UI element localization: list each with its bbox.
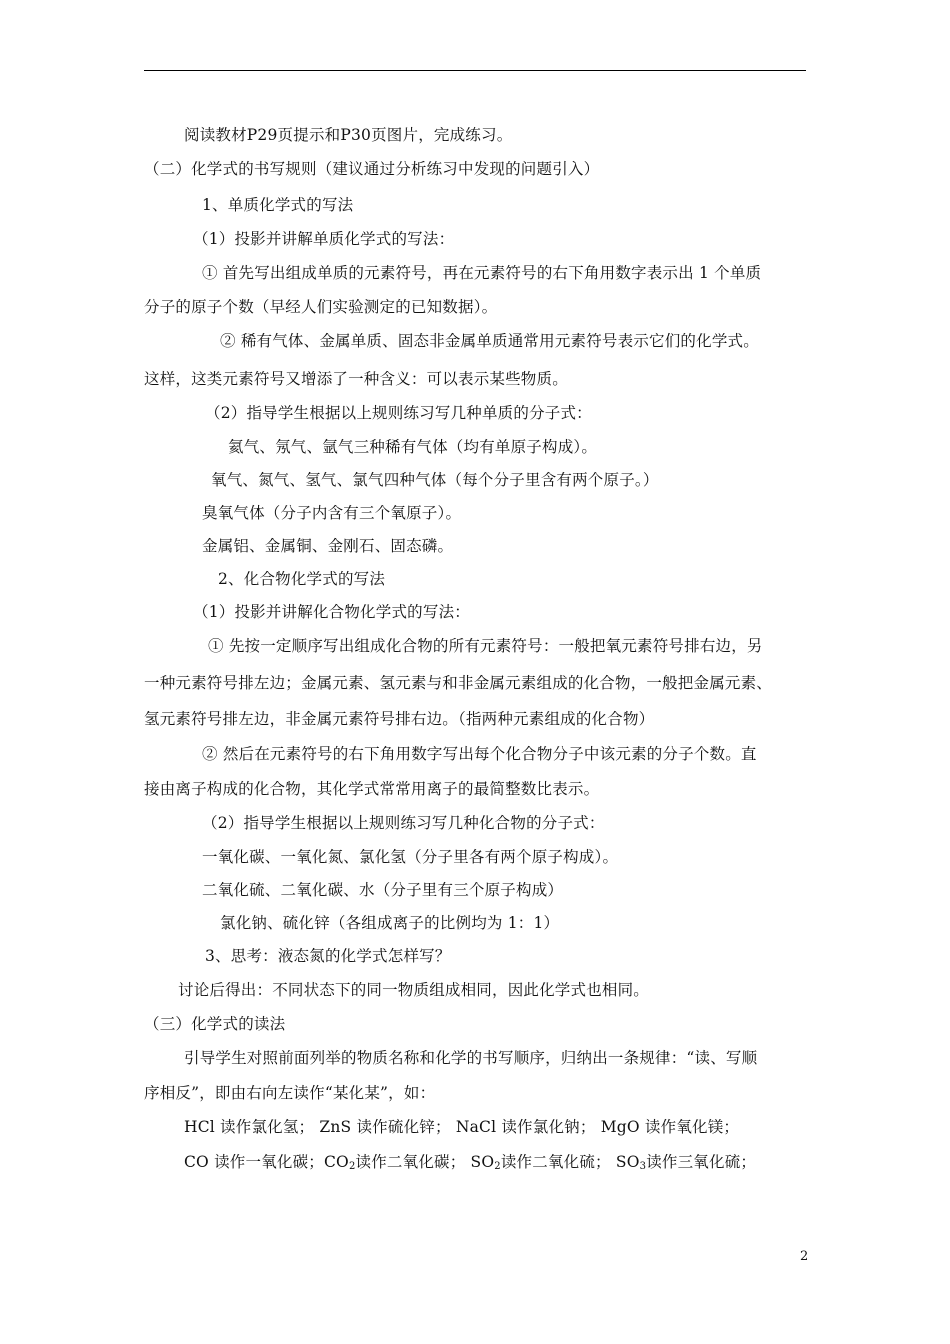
formula-reading-line xyxy=(184,1152,756,1177)
so2-reading: 读作二氧化硫； SO xyxy=(500,1153,640,1171)
paragraph-line: 分子的原子个数（早经人们实验测定的已知数据）。 xyxy=(144,298,498,316)
subsection-heading: 1、单质化学式的写法 xyxy=(202,196,354,214)
paragraph-line: （1）投影并讲解化合物化学式的写法： xyxy=(193,603,470,621)
paragraph-line: 氧气、氮气、氢气、氯气四种气体（每个分子里含有两个原子。） xyxy=(211,471,659,489)
subscript: 2 xyxy=(494,1161,501,1172)
paragraph-line: 臭氧气体（分子内含有三个氧原子）。 xyxy=(202,504,462,522)
co-reading: CO 读作一氧化碳；CO xyxy=(184,1153,349,1171)
paragraph-line: 一氧化碳、一氧化氮、氯化氢（分子里各有两个原子构成）。 xyxy=(202,848,619,866)
paragraph-line: 一种元素符号排左边；金属元素、氢元素与和非金属元素组成的化合物，一般把金属元素、 xyxy=(144,674,773,692)
paragraph-line: ① 首先写出组成单质的元素符号，再在元素符号的右下角用数字表示出 1 个单质 xyxy=(202,264,762,282)
paragraph-line: 金属铝、金属铜、金刚石、固态磷。 xyxy=(202,537,454,555)
paragraph-line: 氦气、氖气、氩气三种稀有气体（均有单原子构成）。 xyxy=(228,438,598,456)
subscript: 3 xyxy=(639,1161,647,1172)
paragraph-line: ② 然后在元素符号的右下角用数字写出每个化合物分子中该元素的分子个数。直 xyxy=(202,745,757,763)
paragraph-line: 氯化钠、硫化锌（各组成离子的比例均为 1：1） xyxy=(220,914,560,932)
paragraph-line: ① 先按一定顺序写出组成化合物的所有元素符号：一般把氧元素符号排右边，另 xyxy=(208,637,763,655)
paragraph-line: （2）指导学生根据以上规则练习写几种单质的分子式： xyxy=(205,404,592,422)
paragraph-line: （2）指导学生根据以上规则练习写几种化合物的分子式： xyxy=(202,814,605,832)
so3-reading: 读作三氧化硫； xyxy=(646,1153,757,1171)
paragraph-line: 接由离子构成的化合物，其化学式常常用离子的最简整数比表示。 xyxy=(144,780,600,798)
formula-reading-line: HCl 读作氯化氢； ZnS 读作硫化锌； NaCl 读作氯化钠； MgO 读作氧化镁； xyxy=(184,1118,740,1136)
paragraph-line: 这样，这类元素符号又增添了一种含义：可以表示某些物质。 xyxy=(144,370,568,388)
subsection-heading: 2、化合物化学式的写法 xyxy=(218,570,386,588)
header-rule xyxy=(144,70,806,71)
page-number: 2 xyxy=(800,1249,809,1264)
paragraph-line: 二氧化硫、二氧化碳、水（分子里有三个原子构成） xyxy=(202,881,564,899)
subscript: 2 xyxy=(348,1161,356,1172)
section-heading: （三）化学式的读法 xyxy=(144,1015,286,1033)
paragraph-line: 引导学生对照前面列举的物质名称和化学的书写顺序，归纳出一条规律：“读、写顺 xyxy=(184,1049,758,1067)
subsection-heading: 3、思考：液态氮的化学式怎样写？ xyxy=(205,947,451,965)
paragraph-line: ② 稀有气体、金属单质、固态非金属单质通常用元素符号表示它们的化学式。 xyxy=(220,332,759,350)
paragraph-line: 阅读教材P29页提示和P30页图片，完成练习。 xyxy=(184,126,513,144)
co2-reading: 读作二氧化碳； SO xyxy=(355,1153,495,1171)
paragraph-line: 序相反”，即由右向左读作“某化某”，如： xyxy=(144,1084,436,1102)
paragraph-line: 氢元素符号排左边，非金属元素符号排右边。（指两种元素组成的化合物） xyxy=(144,710,655,728)
paragraph-line: 讨论后得出：不同状态下的同一物质组成相同，因此化学式也相同。 xyxy=(178,981,650,999)
paragraph-line: （1）投影并讲解单质化学式的写法： xyxy=(193,230,455,248)
section-heading: （二）化学式的书写规则（建议通过分析练习中发现的问题引入） xyxy=(144,160,600,178)
